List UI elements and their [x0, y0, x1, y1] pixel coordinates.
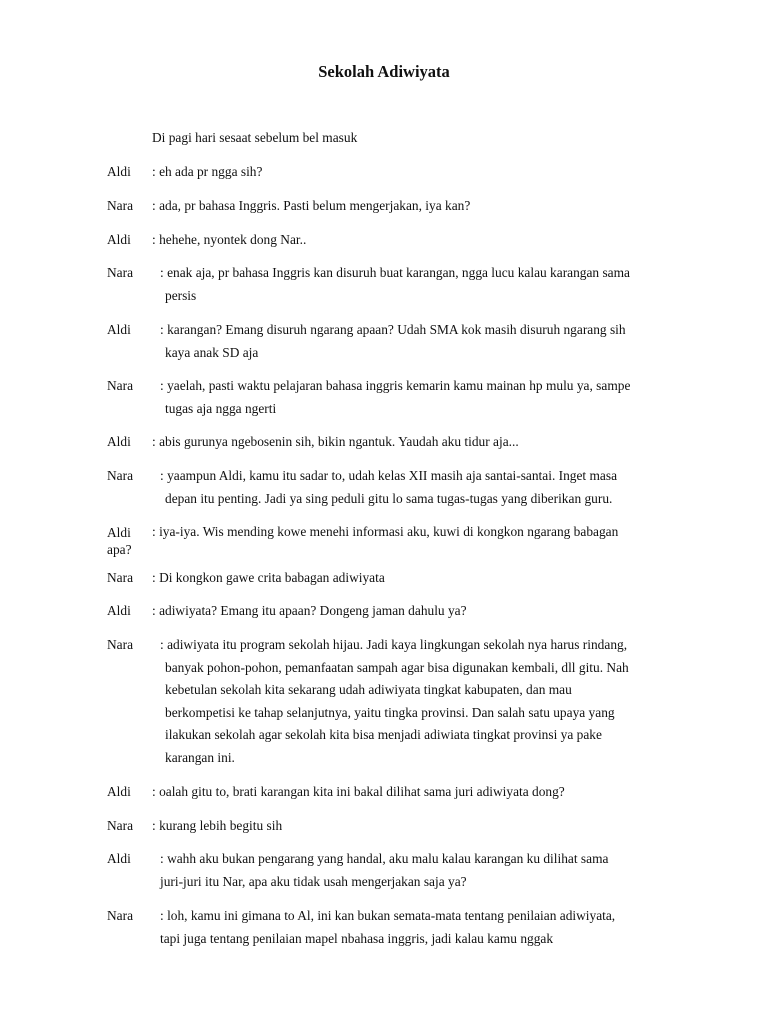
speaker-name: Nara: [107, 198, 134, 213]
speaker-name: Aldi: [107, 164, 131, 179]
dialogue-line-continuation: depan itu penting. Jadi ya sing peduli gitu lo sama tugas-tugas yang diberikan guru.: [165, 491, 613, 506]
dialogue-line: : Di kongkon gawe crita babagan adiwiyata: [152, 570, 385, 585]
dialogue-line: : hehehe, nyontek dong Nar..: [152, 232, 307, 247]
dialogue-line-continuation: persis: [165, 288, 197, 303]
dialogue-line: : eh ada pr ngga sih?: [152, 164, 263, 179]
speaker-name: Nara: [107, 378, 134, 393]
speaker-name: Nara: [107, 265, 134, 280]
dialogue-line-continuation: kaya anak SD aja: [165, 345, 259, 360]
dialogue-line: : karangan? Emang disuruh ngarang apaan? Udah SMA kok masih disuruh ngarang sih: [160, 322, 626, 337]
dialogue-line-continuation: karangan ini.: [165, 750, 235, 765]
dialogue-line-continuation: tapi juga tentang penilaian mapel nbahasa inggris, jadi kalau kamu nggak: [160, 931, 554, 946]
speaker-name: Aldi: [107, 784, 131, 799]
document-title: Sekolah Adiwiyata: [318, 62, 450, 81]
dialogue-line: : enak aja, pr bahasa Inggris kan disuruh buat karangan, ngga lucu kalau karangan sama: [160, 265, 630, 280]
speaker-name: Aldi: [107, 851, 131, 866]
dialogue-line: : iya-iya. Wis mending kowe menehi informasi aku, kuwi di kongkon ngarang babagan: [152, 524, 619, 539]
dialogue-line: : yaelah, pasti waktu pelajaran bahasa inggris kemarin kamu mainan hp mulu ya, sampe: [160, 378, 631, 393]
scene-description: Di pagi hari sesaat sebelum bel masuk: [152, 130, 358, 145]
speaker-name: Aldi: [107, 434, 131, 449]
speaker-name: Aldi: [107, 603, 131, 618]
speaker-name: Nara: [107, 637, 134, 652]
dialogue-line: : adiwiyata itu program sekolah hijau. Jadi kaya lingkungan sekolah nya harus rindang,: [160, 637, 628, 652]
speaker-name: Nara: [107, 468, 134, 483]
speaker-name: Nara: [107, 908, 134, 923]
dialogue-line: : loh, kamu ini gimana to Al, ini kan bukan semata-mata tentang penilaian adiwiyata,: [160, 908, 616, 923]
speaker-name: Nara: [107, 570, 134, 585]
speaker-name: Aldi: [107, 232, 131, 247]
dialogue-line: : kurang lebih begitu sih: [152, 818, 283, 833]
speaker-name: Aldi: [107, 322, 131, 337]
dialogue-line: : wahh aku bukan pengarang yang handal, aku malu kalau karangan ku dilihat sama: [160, 851, 609, 866]
dialogue-line-continuation: kebetulan sekolah kita sekarang udah adiwiyata tingkat kabupaten, dan mau: [165, 682, 572, 697]
speaker-name: Nara: [107, 818, 134, 833]
dialogue-line: : oalah gitu to, brati karangan kita ini bakal dilihat sama juri adiwiyata dong?: [152, 784, 565, 799]
dialogue-line: : yaampun Aldi, kamu itu sadar to, udah kelas XII masih aja santai-santai. Inget masa: [160, 468, 618, 483]
dialogue-line: : abis gurunya ngebosenin sih, bikin ngantuk. Yaudah aku tidur aja...: [152, 434, 519, 449]
dialogue-line: : ada, pr bahasa Inggris. Pasti belum mengerjakan, iya kan?: [152, 198, 471, 213]
dialogue-line-continuation: berkompetisi ke tahap selanjutnya, yaitu tingka provinsi. Dan salah satu upaya yang: [165, 705, 615, 720]
dialogue-line-continuation: banyak pohon-pohon, pemanfaatan sampah agar bisa digunakan kembali, dll gitu. Nah: [165, 660, 629, 675]
dialogue-line-continuation: ilakukan sekolah agar sekolah kita bisa menjadi adiwiata tingkat provinsi ya pake: [165, 727, 602, 742]
dialogue-line-continuation: tugas aja ngga ngerti: [165, 401, 277, 416]
dialogue-line-continuation: juri-juri itu Nar, apa aku tidak usah mengerjakan saja ya?: [160, 874, 467, 889]
dialogue-line: : adiwiyata? Emang itu apaan? Dongeng jaman dahulu ya?: [152, 603, 467, 618]
speaker-name: Aldi apa?: [107, 525, 132, 557]
